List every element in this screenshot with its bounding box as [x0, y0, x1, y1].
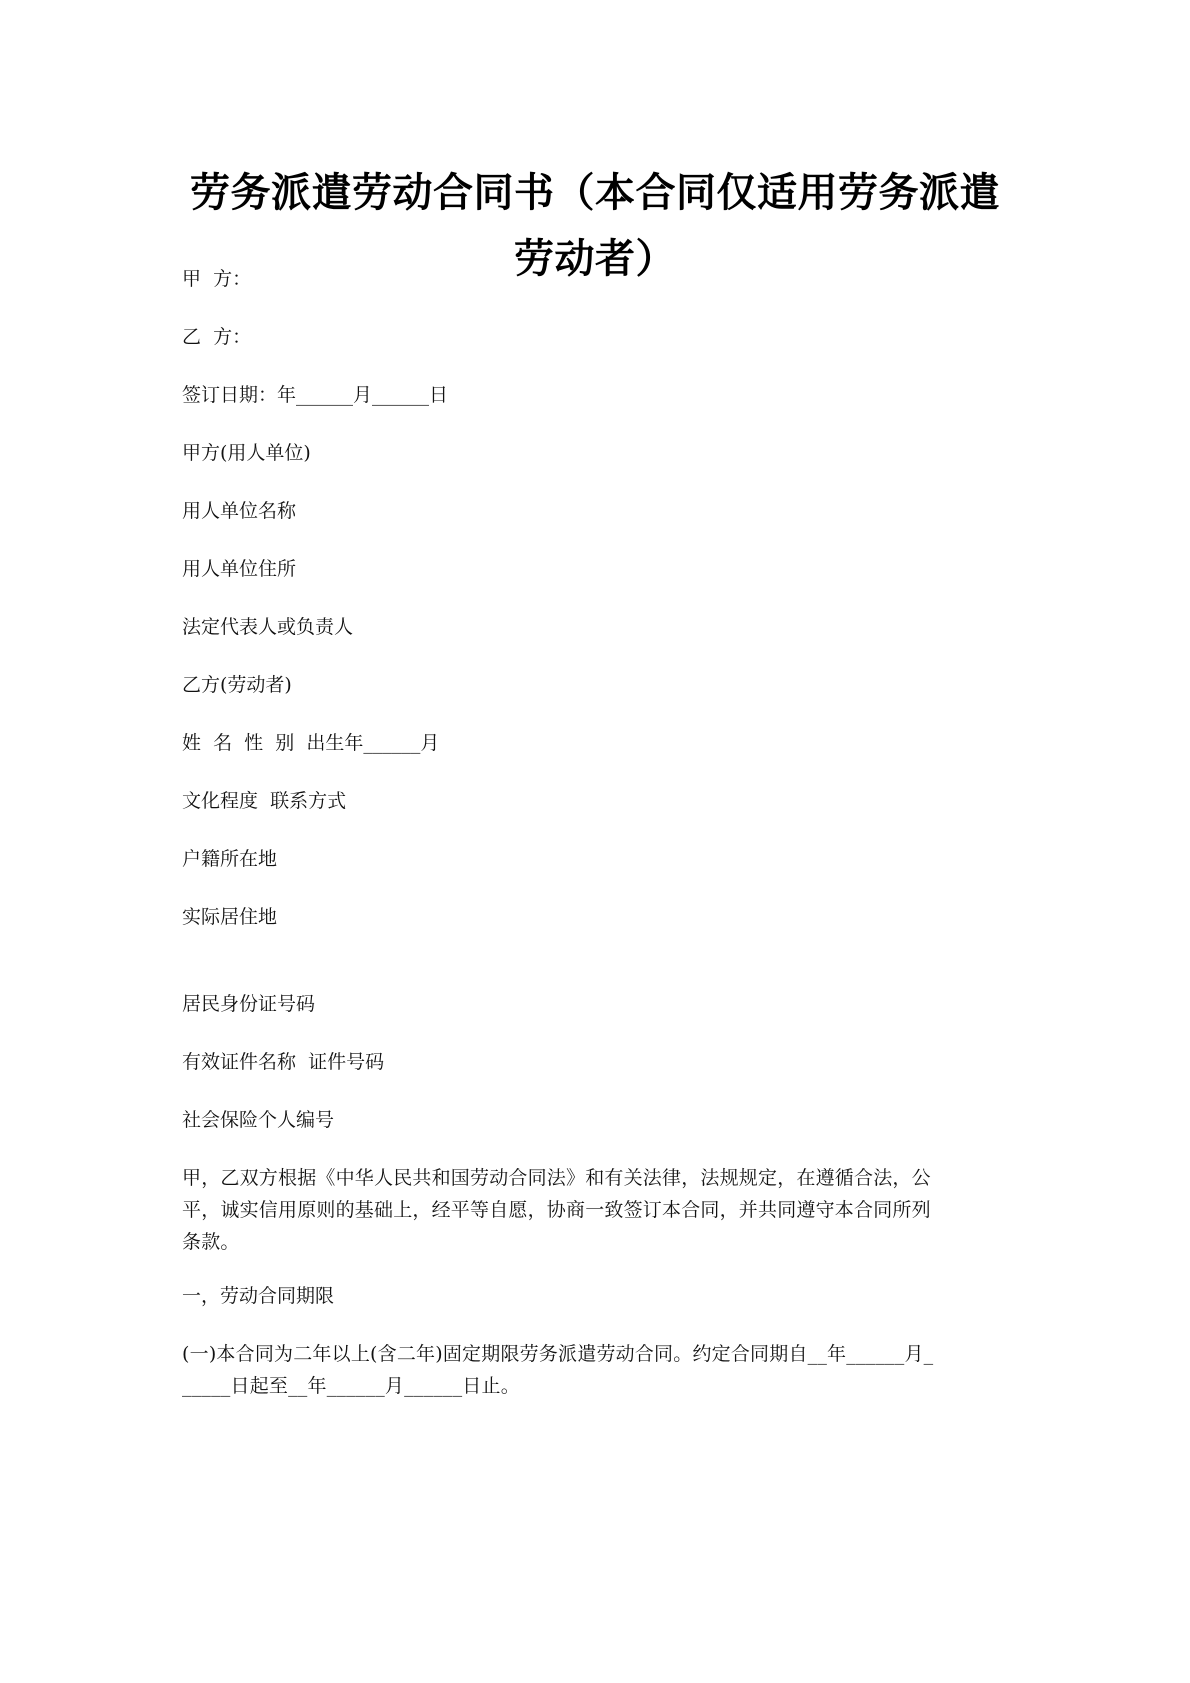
title-line-1: 劳务派遣劳动合同书（本合同仅适用劳务派遣 [190, 170, 1000, 216]
certificate-field: 有效证件名称 证件号码 [182, 1051, 385, 1073]
preamble-line: 条款。 [182, 1231, 240, 1253]
clause-1-paragraph [182, 1338, 1018, 1402]
title-line-2: 劳动者） [514, 236, 676, 282]
preamble-line: 平，诚实信用原则的基础上，经平等自愿，协商一致签订本合同，并共同遵守本合同所列 [182, 1199, 931, 1221]
name-gender-birth-field: 姓 名 性 别 出生年______月 [182, 732, 440, 754]
signing-date-field: 签订日期：年______月______日 [182, 384, 449, 406]
preamble-paragraph [182, 1162, 1018, 1258]
employer-name-field: 用人单位名称 [182, 500, 297, 522]
residence-field: 实际居住地 [182, 906, 278, 928]
party-b-heading: 乙方(劳动者) [182, 674, 292, 696]
education-contact-field: 文化程度 联系方式 [182, 790, 347, 812]
employer-address-field: 用人单位住所 [182, 558, 297, 580]
id-number-field: 居民身份证号码 [182, 993, 316, 1015]
document-title [150, 160, 1040, 292]
household-registration-field: 户籍所在地 [182, 848, 278, 870]
legal-representative-field: 法定代表人或负责人 [182, 616, 354, 638]
party-a-heading: 甲方(用人单位) [182, 442, 311, 464]
social-insurance-field: 社会保险个人编号 [182, 1109, 335, 1131]
preamble-line: 甲，乙双方根据《中华人民共和国劳动合同法》和有关法律，法规规定，在遵循合法，公 [182, 1167, 931, 1189]
section-1-heading: 一，劳动合同期限 [182, 1285, 335, 1307]
party-a-field: 甲 方： [182, 268, 252, 290]
party-b-field: 乙 方： [182, 326, 252, 348]
clause-line: _____日起至__年______月______日止。 [182, 1375, 520, 1397]
clause-line: (一)本合同为二年以上(含二年)固定期限劳务派遣劳动合同。约定合同期自__年______月_ [182, 1343, 934, 1365]
